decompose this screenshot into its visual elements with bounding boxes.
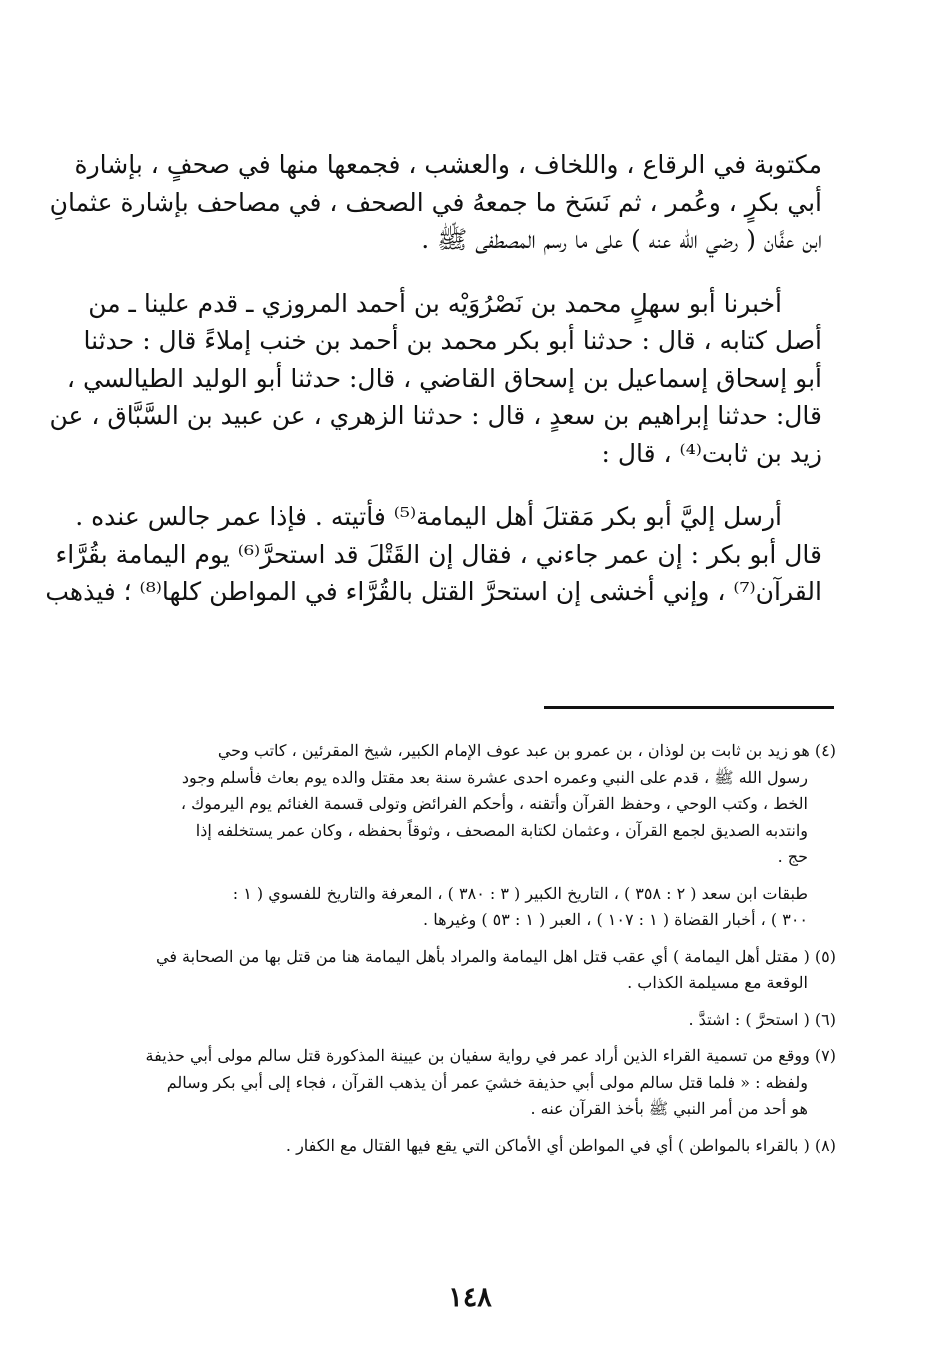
footnote-line: (٥) ( مقتل أهل اليمامة ) أي عقب قتل اهل اليمامة والمراد بأهل اليمامة هنا من قتل بها من الصحابة في [155,946,836,966]
paragraph-3 [45,498,822,611]
footnote-line: ولفظه : « فلما قتل سالم مولى أبي حذيفة خشيَ عمر أن يذهب القرآن ، فجاء إلى أبي بكر وسالم [166,1072,808,1092]
paragraph-2 [49,285,822,473]
footnote-line: (٧) ووقع من تسمية القراء الذين أراد عمر في رواية سفيان بن عيينة المذكورة قتل سالم مولى أبي حذيفة [145,1046,836,1065]
footnote-line: الخط ، وكتب الوحي ، وحفظ القرآن وأتقنه ، وأحكم الفرائض وتولى قسمة الغنائم يوم اليرموك ، [180,794,808,813]
footnote-8 [100,1133,836,1160]
footnote-line: (٦) ( استحرَّ ) : اشتدَّ . [688,1009,836,1029]
footnote-line: (٤) هو زيد بن ثابت بن لوذان ، بن عمرو بن عبد عوف الإمام الكبير، شيخ المقرئين ، كاتب وحي [217,741,836,760]
paragraph-1 [49,146,822,259]
footnote-4-sources [100,881,836,934]
footnote-line: الوقعة مع مسيلمة الكذاب . [627,973,808,992]
footnote-line: هو أحد من أمر النبي ﷺ بأخذ القرآن عنه . [530,1099,808,1118]
text-line: زيد بن ثابت⁽⁴⁾ ، قال : [601,438,822,468]
text-line: أخبرنا أبو سهلٍ محمد بن نَصْرُوَيْه بن أحمد المروزي ـ قدم علينا ـ من [88,288,782,318]
text-line: أرسل إليَّ أبو بكر مَقتلَ أهل اليمامة⁽⁵⁾ فأتيته . فإذا عمر جالس عنده . [75,502,782,531]
text-line: القرآن⁽⁷⁾ ، وإني أخشى إن استحرَّ القتل بالقُرَّاء في المواطن كلها⁽⁸⁾ ؛ فيذهب [45,577,822,606]
text-line: أصل كتابه ، قال : حدثنا أبو بكر محمد بن أحمد بن خنب إملاءً قال : حدثنا [83,326,822,355]
footnote-separator [544,706,834,709]
footnote-4 [100,738,836,871]
footnote-line: ٣٠٠ ) ، أخبار القضاة ( ١ : ١٠٧ ) ، العبر ( ١ : ٥٣ ) وغيرها . [423,910,808,929]
footnote-7 [100,1043,836,1123]
footnotes [100,738,836,1169]
footnote-6 [100,1007,836,1034]
footnote-line: (٨) ( بالقراء بالمواطن ) أي في المواطن أي الأماكن التي يقع فيها القتال مع الكفار . [285,1135,836,1155]
footnote-5 [100,944,836,997]
footnote-line: طبقات ابن سعد ( ٢ : ٣٥٨ ) ، التاريخ الكبير ( ٣ : ٣٨٠ ) ، المعرفة والتاريخ للفسوي ( ١ : [232,883,808,903]
text-line: مكتوبة في الرقاع ، واللخاف ، والعشب ، فجمعها منها في صحفٍ ، بإشارة [74,150,822,179]
text-line: ابن عفَّان ( رضي الله عنه ) على ما رسم المصطفى ﷺ . [421,225,822,254]
footnote-line: رسول الله ﷺ ، قدم على النبي وعمره احدى عشرة سنة بعد مقتل والده يوم بعاث فأسلم وجود [181,767,808,787]
page-number: ١٤٨ [448,1282,492,1313]
main-text [45,146,822,611]
text-line: أبي بكرٍ ، وعُمر ، ثم نَسَخ ما جمعهُ في الصحف ، في مصاحف بإشارة عثمانِ [49,187,822,217]
footnote-line: حج . [777,847,808,866]
text-line: أبو إسحاق إسماعيل بن إسحاق القاضي ، قال: حدثنا أبو الوليد الطيالسي ، [66,363,822,393]
text-line: قال: حدثنا إبراهيم بن سعدٍ ، قال : حدثنا الزهري ، عن عبيد بن السَّبَّاق ، عن [49,401,822,430]
text-line: قال أبو بكر : إن عمر جاءني ، فقال إن القَتْلَ قد استحرَّ⁽⁶⁾ يوم اليمامة بقُرَّاء [55,539,822,569]
footnote-line: وانتدبه الصديق لجمع القرآن ، وعثمان لكتابة المصحف ، وثوقاً بحفظه ، وكان عمر يستخلفه إذا [195,820,808,840]
